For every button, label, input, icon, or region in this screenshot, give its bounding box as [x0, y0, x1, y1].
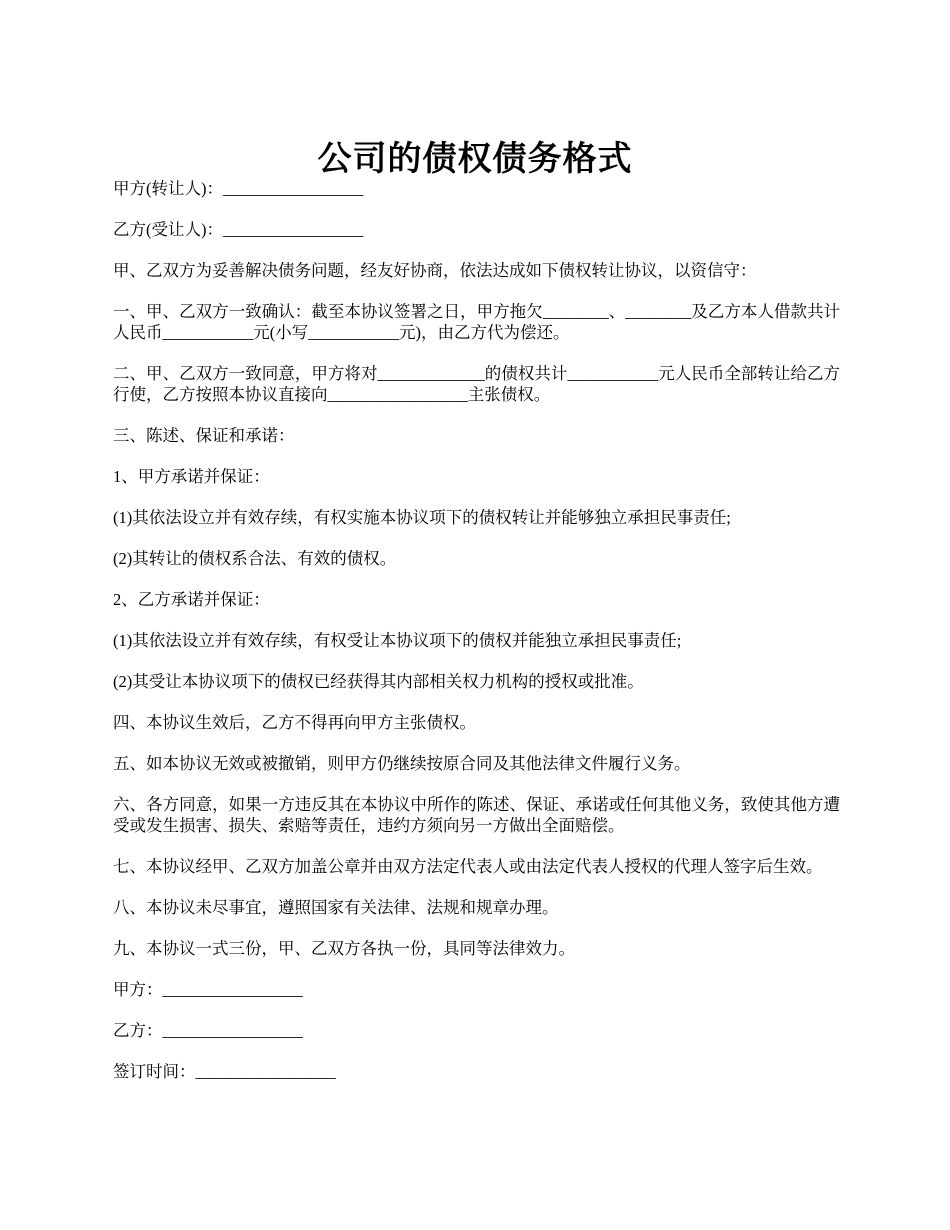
party-a-warranty-item-1: (1)其依法设立并有效存续，有权实施本协议项下的债权转让并能够独立承担民事责任; [113, 508, 731, 527]
party-b-warranty-item-1: (1)其依法设立并有效存续，有权受让本协议项下的债权并能独立承担民事责任; [113, 631, 682, 650]
clause-6-paragraph: 六、各方同意，如果一方违反其在本协议中所作的陈述、保证、承诺或任何其他义务，致使其他方遭受或发生损害、损失、索赔等责任，违约方须向另一方做出全面赔偿。 [113, 795, 840, 835]
party-a-signature-line: 甲方：_________________ [113, 980, 303, 999]
party-a-transferor-line: 甲方(转让人)：_________________ [113, 179, 364, 198]
clause-7-paragraph: 七、本协议经甲、乙双方加盖公章并由双方法定代表人或由法定代表人授权的代理人签字后生效。 [113, 857, 823, 876]
party-b-signature-line: 乙方：_________________ [113, 1021, 303, 1040]
clause-8-paragraph: 八、本协议未尽事宜，遵照国家有关法律、法规和规章办理。 [113, 898, 559, 917]
party-b-transferee-line: 乙方(受让人)：_________________ [113, 220, 364, 239]
document-body [113, 178, 840, 1102]
clause-5-paragraph: 五、如本协议无效或被撤销，则甲方仍继续按原合同及其他法律文件履行义务。 [113, 754, 691, 773]
clause-3-heading: 三、陈述、保证和承诺： [113, 426, 295, 445]
party-a-warranty-heading: 1、甲方承诺并保证： [113, 467, 270, 486]
preamble-paragraph: 甲、乙双方为妥善解决债务问题，经友好协商，依法达成如下债权转让协议，以资信守： [113, 261, 757, 280]
clause-1-paragraph: 一、甲、乙双方一致确认：截至本协议签署之日，甲方拖欠________、________及乙方本人借款共计人民币___________元(小写___________元)，由乙方代为偿还。 [113, 302, 840, 342]
clause-4-paragraph: 四、本协议生效后，乙方不得再向甲方主张债权。 [113, 713, 476, 732]
signing-date-line: 签订时间：_________________ [113, 1062, 336, 1081]
clause-9-paragraph: 九、本协议一式三份，甲、乙双方各执一份，具同等法律效力。 [113, 939, 575, 958]
party-b-warranty-heading: 2、乙方承诺并保证： [113, 590, 270, 609]
page-title: 公司的债权债务格式 [317, 138, 633, 179]
party-a-warranty-item-2: (2)其转让的债权系合法、有效的债权。 [113, 549, 397, 568]
clause-2-paragraph: 二、甲、乙双方一致同意，甲方将对_____________的债权共计___________元人民币全部转让给乙方行使，乙方按照本协议直接向_________________主张债权。 [113, 364, 840, 404]
party-b-warranty-item-2: (2)其受让本协议项下的债权已经获得其内部相关权力机构的授权或批准。 [113, 672, 644, 691]
